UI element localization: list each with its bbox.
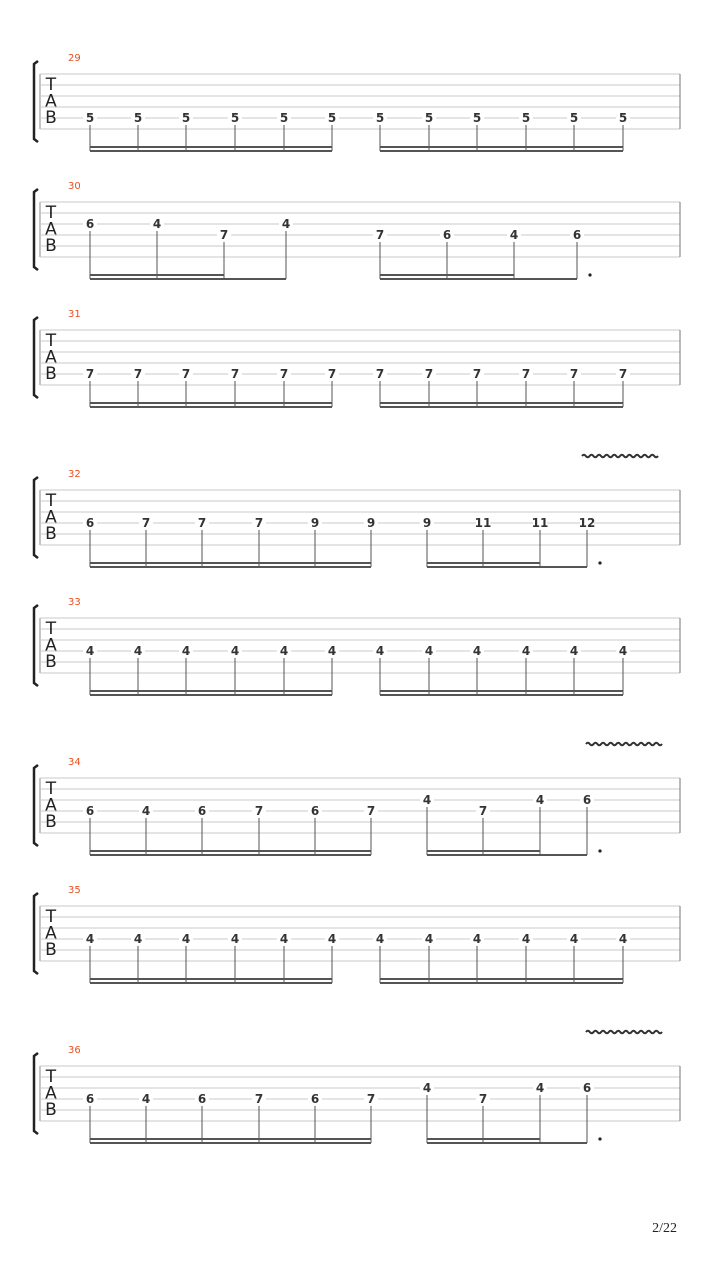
- tab-clef-b: B: [45, 652, 57, 672]
- fret-number: 4: [230, 644, 240, 658]
- measure-number: 32: [68, 469, 81, 480]
- fret-number: 7: [279, 367, 289, 381]
- fret-number: 7: [472, 367, 482, 381]
- fret-number: 6: [85, 217, 95, 231]
- fret-number: 9: [366, 516, 376, 530]
- fret-number: 7: [197, 516, 207, 530]
- system-bracket: [34, 1053, 38, 1134]
- system-bracket: [34, 477, 38, 558]
- fret-number: 7: [366, 1092, 376, 1106]
- fret-number: 11: [474, 516, 492, 530]
- fret-number: 4: [327, 932, 337, 946]
- fret-number: 4: [279, 644, 289, 658]
- fret-number: 7: [181, 367, 191, 381]
- fret-number: 6: [310, 1092, 320, 1106]
- fret-number: 4: [422, 1081, 432, 1095]
- fret-number: 7: [254, 804, 264, 818]
- system-bracket: [34, 605, 38, 686]
- fret-number: 6: [85, 1092, 95, 1106]
- fret-number: 6: [582, 793, 592, 807]
- fret-number: 6: [85, 804, 95, 818]
- fret-number: 4: [424, 644, 434, 658]
- fret-number: 5: [85, 111, 95, 125]
- fret-number: 4: [181, 644, 191, 658]
- fret-number: 7: [521, 367, 531, 381]
- rhythm-dot: [598, 849, 601, 852]
- vibrato-mark: [582, 455, 658, 458]
- fret-number: 4: [569, 644, 579, 658]
- tab-clef-a: A: [45, 347, 57, 368]
- fret-number: 6: [442, 228, 452, 242]
- tab-clef-a: A: [45, 635, 57, 656]
- fret-number: 7: [254, 1092, 264, 1106]
- fret-number: 7: [133, 367, 143, 381]
- tab-clef-a: A: [45, 1083, 57, 1104]
- fret-number: 4: [618, 932, 628, 946]
- tab-clef-b: B: [45, 364, 57, 384]
- fret-number: 4: [141, 804, 151, 818]
- fret-number: 5: [618, 111, 628, 125]
- fret-number: 4: [327, 644, 337, 658]
- fret-number: 5: [472, 111, 482, 125]
- rhythm-dot: [598, 1137, 601, 1140]
- tab-clef-a: A: [45, 219, 57, 240]
- fret-number: 4: [85, 644, 95, 658]
- tab-clef-a: A: [45, 795, 57, 816]
- fret-number: 7: [230, 367, 240, 381]
- fret-number: 4: [472, 932, 482, 946]
- tab-clef-t: T: [45, 75, 57, 95]
- vibrato-mark: [586, 1031, 662, 1034]
- system-bracket: [34, 317, 38, 398]
- tab-clef-a: A: [45, 507, 57, 528]
- fret-number: 7: [478, 804, 488, 818]
- tab-clef-b: B: [45, 108, 57, 128]
- fret-number: 4: [85, 932, 95, 946]
- measure-number: 29: [68, 53, 81, 64]
- fret-number: 7: [424, 367, 434, 381]
- tab-clef-a: A: [45, 91, 57, 112]
- system-bracket: [34, 765, 38, 846]
- fret-number: 5: [327, 111, 337, 125]
- fret-number: 6: [197, 804, 207, 818]
- measure-number: 30: [68, 181, 81, 192]
- fret-number: 7: [327, 367, 337, 381]
- fret-number: 4: [535, 793, 545, 807]
- system-bracket: [34, 893, 38, 974]
- fret-number: 7: [375, 367, 385, 381]
- system-bracket: [34, 189, 38, 270]
- measure-number: 34: [68, 757, 81, 768]
- fret-number: 7: [478, 1092, 488, 1106]
- fret-number: 6: [197, 1092, 207, 1106]
- fret-number: 9: [422, 516, 432, 530]
- fret-number: 4: [422, 793, 432, 807]
- fret-number: 7: [254, 516, 264, 530]
- fret-number: 4: [375, 644, 385, 658]
- fret-number: 7: [375, 228, 385, 242]
- tab-clef-t: T: [45, 1067, 57, 1087]
- measure-number: 33: [68, 597, 81, 608]
- fret-number: 5: [424, 111, 434, 125]
- tab-clef-a: A: [45, 923, 57, 944]
- fret-number: 4: [535, 1081, 545, 1095]
- fret-number: 4: [133, 932, 143, 946]
- fret-number: 4: [133, 644, 143, 658]
- fret-number: 7: [85, 367, 95, 381]
- fret-number: 4: [569, 932, 579, 946]
- fret-number: 5: [569, 111, 579, 125]
- fret-number: 7: [569, 367, 579, 381]
- fret-number: 11: [531, 516, 549, 530]
- tab-clef-b: B: [45, 524, 57, 544]
- fret-number: 5: [133, 111, 143, 125]
- fret-number: 6: [310, 804, 320, 818]
- system-bracket: [34, 61, 38, 142]
- tab-clef-t: T: [45, 619, 57, 639]
- fret-number: 5: [279, 111, 289, 125]
- measure-number: 31: [68, 309, 81, 320]
- fret-number: 7: [141, 516, 151, 530]
- fret-number: 4: [472, 644, 482, 658]
- rhythm-dot: [588, 273, 591, 276]
- tab-clef-t: T: [45, 203, 57, 223]
- tab-clef-t: T: [45, 907, 57, 927]
- page-number: 2/22: [652, 1221, 677, 1236]
- fret-number: 4: [181, 932, 191, 946]
- fret-number: 4: [521, 932, 531, 946]
- fret-number: 7: [366, 804, 376, 818]
- tab-clef-b: B: [45, 812, 57, 832]
- tab-clef-t: T: [45, 779, 57, 799]
- fret-number: 7: [219, 228, 229, 242]
- fret-number: 4: [152, 217, 162, 231]
- fret-number: 9: [310, 516, 320, 530]
- vibrato-mark: [586, 743, 662, 746]
- fret-number: 6: [572, 228, 582, 242]
- fret-number: 4: [521, 644, 531, 658]
- fret-number: 4: [141, 1092, 151, 1106]
- measure-number: 35: [68, 885, 81, 896]
- fret-number: 4: [618, 644, 628, 658]
- fret-number: 6: [582, 1081, 592, 1095]
- fret-number: 4: [424, 932, 434, 946]
- fret-number: 5: [230, 111, 240, 125]
- fret-number: 12: [578, 516, 596, 530]
- fret-number: 4: [375, 932, 385, 946]
- fret-number: 4: [279, 932, 289, 946]
- fret-number: 4: [509, 228, 519, 242]
- tab-clef-t: T: [45, 331, 57, 351]
- tab-clef-t: T: [45, 491, 57, 511]
- fret-number: 5: [181, 111, 191, 125]
- fret-number: 5: [375, 111, 385, 125]
- fret-number: 5: [521, 111, 531, 125]
- fret-number: 4: [281, 217, 291, 231]
- fret-number: 6: [85, 516, 95, 530]
- fret-number: 7: [618, 367, 628, 381]
- tab-clef-b: B: [45, 940, 57, 960]
- measure-number: 36: [68, 1045, 81, 1056]
- tab-clef-b: B: [45, 236, 57, 256]
- fret-number: 4: [230, 932, 240, 946]
- rhythm-dot: [598, 561, 601, 564]
- tab-clef-b: B: [45, 1100, 57, 1120]
